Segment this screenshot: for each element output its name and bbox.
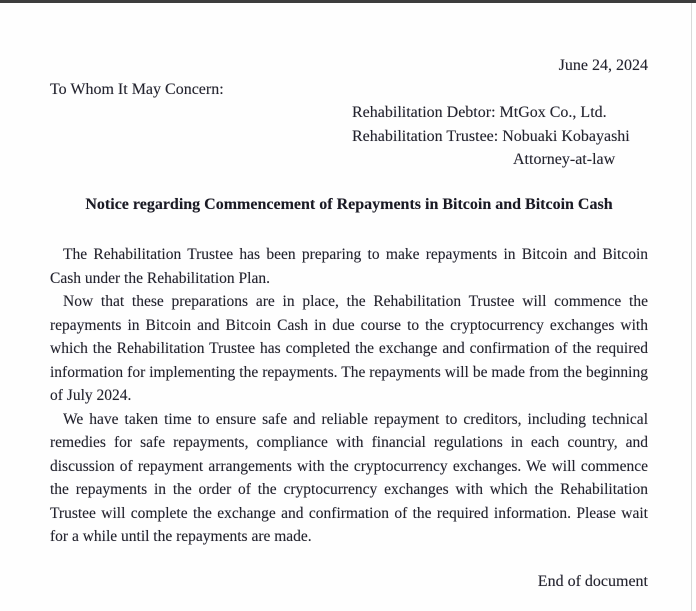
end-of-document: End of document: [537, 573, 648, 590]
debtor-line: Rehabilitation Debtor: MtGox Co., Ltd.: [352, 104, 607, 121]
body-paragraph: The Rehabilitation Trustee has been preparing to make repayments in Bitcoin and Bitcoin Cash under the Rehabilitation Plan.: [50, 246, 648, 287]
salutation: To Whom It May Concern:: [50, 80, 224, 98]
notice-title: Notice regarding Commencement of Repayments in Bitcoin and Bitcoin Cash: [85, 196, 613, 213]
trustee-line: Rehabilitation Trustee: Nobuaki Kobayashi: [352, 127, 630, 145]
document-date: June 24, 2024: [558, 57, 648, 74]
body-paragraph: Now that these preparations are in place, the Rehabilitation Trustee will commence the repayments in Bitcoin and Bitcoin Cash in due course to the cryptocurrency exchanges with which the Rehabilitation Trustee has completed the exchange and confirmation of the required information for implementing the repayments. The repayments will be made from the beginning of July 2024.: [50, 293, 648, 404]
sender-block: [50, 101, 648, 172]
body-paragraph: We have taken time to ensure safe and reliable repayment to creditors, including technical remedies for safe repayments, compliance with financial regulations in each country, and discussion of repayment arrangements with the cryptocurrency exchanges. We will commence the repayments in the order of the cryptocurrency exchanges with which the Rehabilitation Trustee will complete the exchange and confirmation of the required information. Please wait for a while until the repayments are made.: [50, 410, 648, 545]
attorney-line: Attorney-at-law: [513, 151, 616, 168]
